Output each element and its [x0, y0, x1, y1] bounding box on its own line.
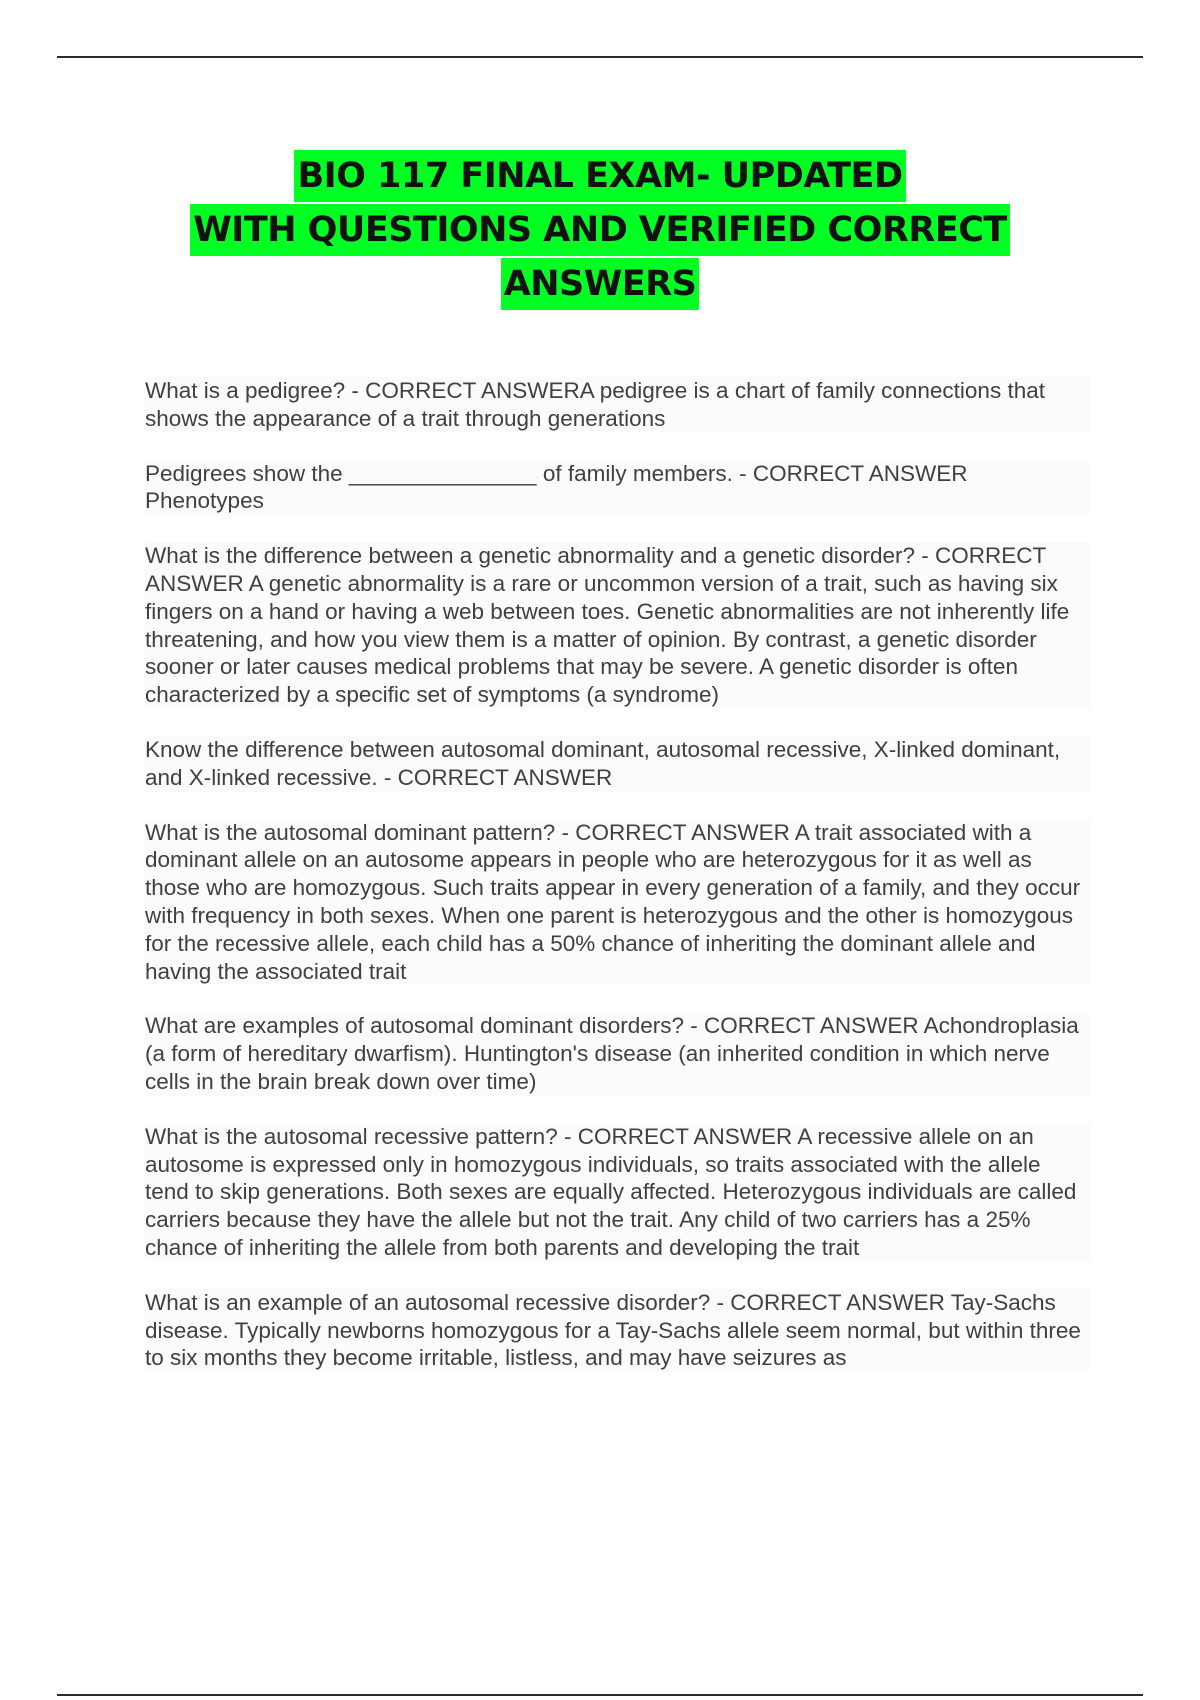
header-rule	[57, 56, 1143, 58]
qa-item	[145, 460, 1090, 516]
qa-list	[145, 377, 1090, 1399]
question-text: What is the autosomal dominant pattern? - CORRECT ANSWER	[145, 819, 790, 845]
qa-item	[145, 542, 1090, 709]
qa-item	[145, 1123, 1090, 1262]
question-text: What is the autosomal recessive pattern? - CORRECT ANSWER	[145, 1123, 793, 1149]
answer-text: Achondroplasia (a form of hereditary dwarfism). Huntington's disease (an inherited condition in which nerve cells in the brain break down over time)	[145, 1013, 1079, 1094]
answer-text: A pedigree is a chart of family connections that shows the appearance of a trait through generations	[145, 378, 1045, 431]
qa-item	[145, 1012, 1090, 1095]
qa-item	[145, 1289, 1090, 1372]
answer-text: A trait associated with a dominant allele on an autosome appears in people who are heterozygous for it as well as those who are homozygous. Such traits appear in every generation of a family, and they occur with frequency in both sexes. When one parent is heterozygous and the other is homozygous for the recessive allele, each child has a 50% chance of inheriting the dominant allele and having the associated trait	[145, 819, 1081, 984]
title-line-3: ANSWERS	[501, 258, 700, 310]
answer-text: Tay-Sachs disease. Typically newborns homozygous for a Tay-Sachs allele seem normal, but within three to six months they become irritable, listless, and may have seizures as	[145, 1289, 1081, 1371]
answer-text: A genetic abnormality is a rare or uncommon version of a trait, such as having six fingers on a hand or having a web between toes. Genetic abnormalities are not inherently life threatening, and how you view them is a matter of opinion. By contrast, a genetic disorder sooner or later causes medical problems that may be severe. A genetic disorder is often characterized by a specific set of symptoms (a syndrome)	[145, 570, 1070, 708]
qa-item	[145, 377, 1090, 433]
question-text: What is an example of an autosomal recessive disorder? - CORRECT ANSWER	[145, 1289, 945, 1315]
document-title	[60, 150, 1140, 312]
qa-item	[145, 819, 1090, 986]
answer-text: Phenotypes	[145, 488, 264, 514]
title-line-2: WITH QUESTIONS AND VERIFIED CORRECT	[190, 204, 1010, 256]
question-text: Know the difference between autosomal dominant, autosomal recessive, X-linked dominant, and X-linked recessive. - CORRECT ANSWER	[145, 736, 1061, 790]
answer-text: A recessive allele on an autosome is expressed only in homozygous individuals, so traits associated with the allele tend to skip generations. Both sexes are equally affected. Heterozygous individuals are called carriers because they have the allele but not the trait. Any child of two carriers has a 25% chance of inheriting the allele from both parents and developing the trait	[145, 1123, 1077, 1260]
footer-rule	[57, 1694, 1143, 1696]
title-line-1: BIO 117 FINAL EXAM- UPDATED	[294, 150, 905, 202]
qa-item	[145, 736, 1090, 792]
question-text: What is a pedigree? - CORRECT ANSWER	[145, 378, 580, 403]
question-text: What are examples of autosomal dominant disorders? - CORRECT ANSWER	[145, 1013, 919, 1039]
question-text: What is the difference between a genetic abnormality and a genetic disorder? - CORRECT ANSWER	[145, 543, 1046, 596]
question-text: Pedigrees show the _______________ of family members. - CORRECT ANSWER	[145, 460, 968, 486]
